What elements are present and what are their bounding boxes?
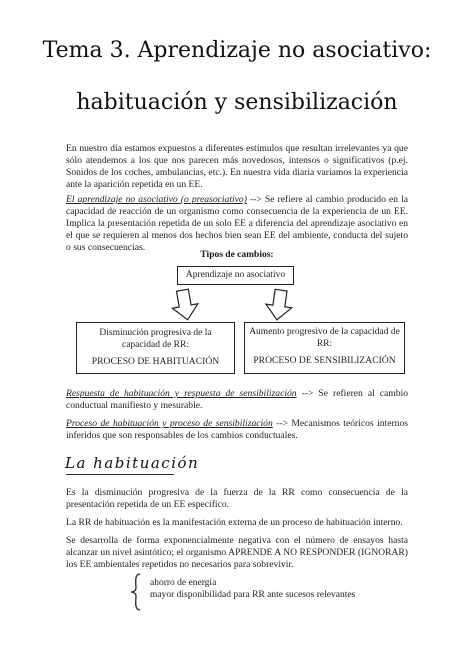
sensitization-line-1: Aumento progresivo de la capacidad de xyxy=(249,327,400,337)
down-arrow-right-icon xyxy=(258,288,300,322)
habituation-definition: Es la disminución progresiva de la fuerza de la RR como consecuencia de la presentación repetida de un EE específico. xyxy=(66,487,408,510)
bullet-list xyxy=(150,577,355,601)
curly-brace-icon xyxy=(128,572,144,612)
responses-text: --> Se refieren al cambio conductual manifiesto y mesurable. xyxy=(66,388,409,411)
diagram-root-box: Aprendizaje no asociativo xyxy=(177,266,294,285)
habituation-development: Se desarrolla de forma exponencialmente negativa con el número de ensayos hasta alcanzar un nivel asintótico; el organismo APRENDE A NO RESPONDER (IGNORAR) los EE ambientales repetidos no necesarios para sobrevivir. xyxy=(66,535,408,570)
list-item: ahorro de energía xyxy=(150,578,217,588)
section-heading: La habituación xyxy=(65,454,200,472)
responses-paragraph xyxy=(66,388,408,412)
diagram-habituation-box xyxy=(76,322,235,374)
intro-paragraph: En nuestro día estamos expuestos a diferentes estímulos que resultan irrelevantes ya que sólo atendemos a los que nos parecen más novedosos, intensos o significativos (p.ej. Sonidos de los coches, ambulancias, etc.). En nuestra vida diaria variamos la experiencia ante la aparición repetida en un EE. xyxy=(66,143,408,190)
definition-text: --> Se refiere al cambio producido en la capacidad de reacción de un organismo como consecuencia de la experiencia de un EE. Implica la presentación repetida de un solo EE a diferencia del aprendizaje asociativo en el que se requieren al menos dos hechos bien sean EE del ambiente, conducta del sujeto o sus consecuencias. xyxy=(66,194,408,253)
habituation-manifestation: La RR de habituación es la manifestación externa de un proceso de habituación interno. xyxy=(66,517,403,528)
definition-paragraph xyxy=(66,194,408,254)
habituation-process: PROCESO DE HABITUACIÓN xyxy=(91,356,220,367)
habituation-line-2: capacidad de RR: xyxy=(121,339,189,350)
title-line-1: Tema 3. Aprendizaje no asociativo: xyxy=(42,38,432,63)
definition-term: El aprendizaje no asociativo (o preasociativo) xyxy=(66,194,247,205)
responses-term: Respuesta de habituación y respuesta de sensibilización xyxy=(66,388,297,399)
list-item: mayor disponibilidad para RR ante sucesos relevantes xyxy=(150,590,356,600)
processes-paragraph xyxy=(66,418,408,442)
diagram-heading: Tipos de cambios: xyxy=(200,250,274,260)
habituation-line-1: Disminución progresiva de la xyxy=(99,328,212,338)
diagram-sensitization-box xyxy=(244,322,405,374)
section-heading-underline xyxy=(66,474,174,475)
down-arrow-left-icon xyxy=(170,288,212,322)
sensitization-process: PROCESO DE SENSIBILIZACIÓN xyxy=(253,355,396,366)
sensitization-line-2: RR: xyxy=(316,338,333,349)
processes-text: --> Mecanismos teóricos internos inferidos que son responsables de los cambios conductuales. xyxy=(66,418,408,441)
processes-term: Proceso de habituación y proceso de sensibilización xyxy=(66,418,273,429)
title-line-2: habituación y sensibilización xyxy=(76,90,398,115)
